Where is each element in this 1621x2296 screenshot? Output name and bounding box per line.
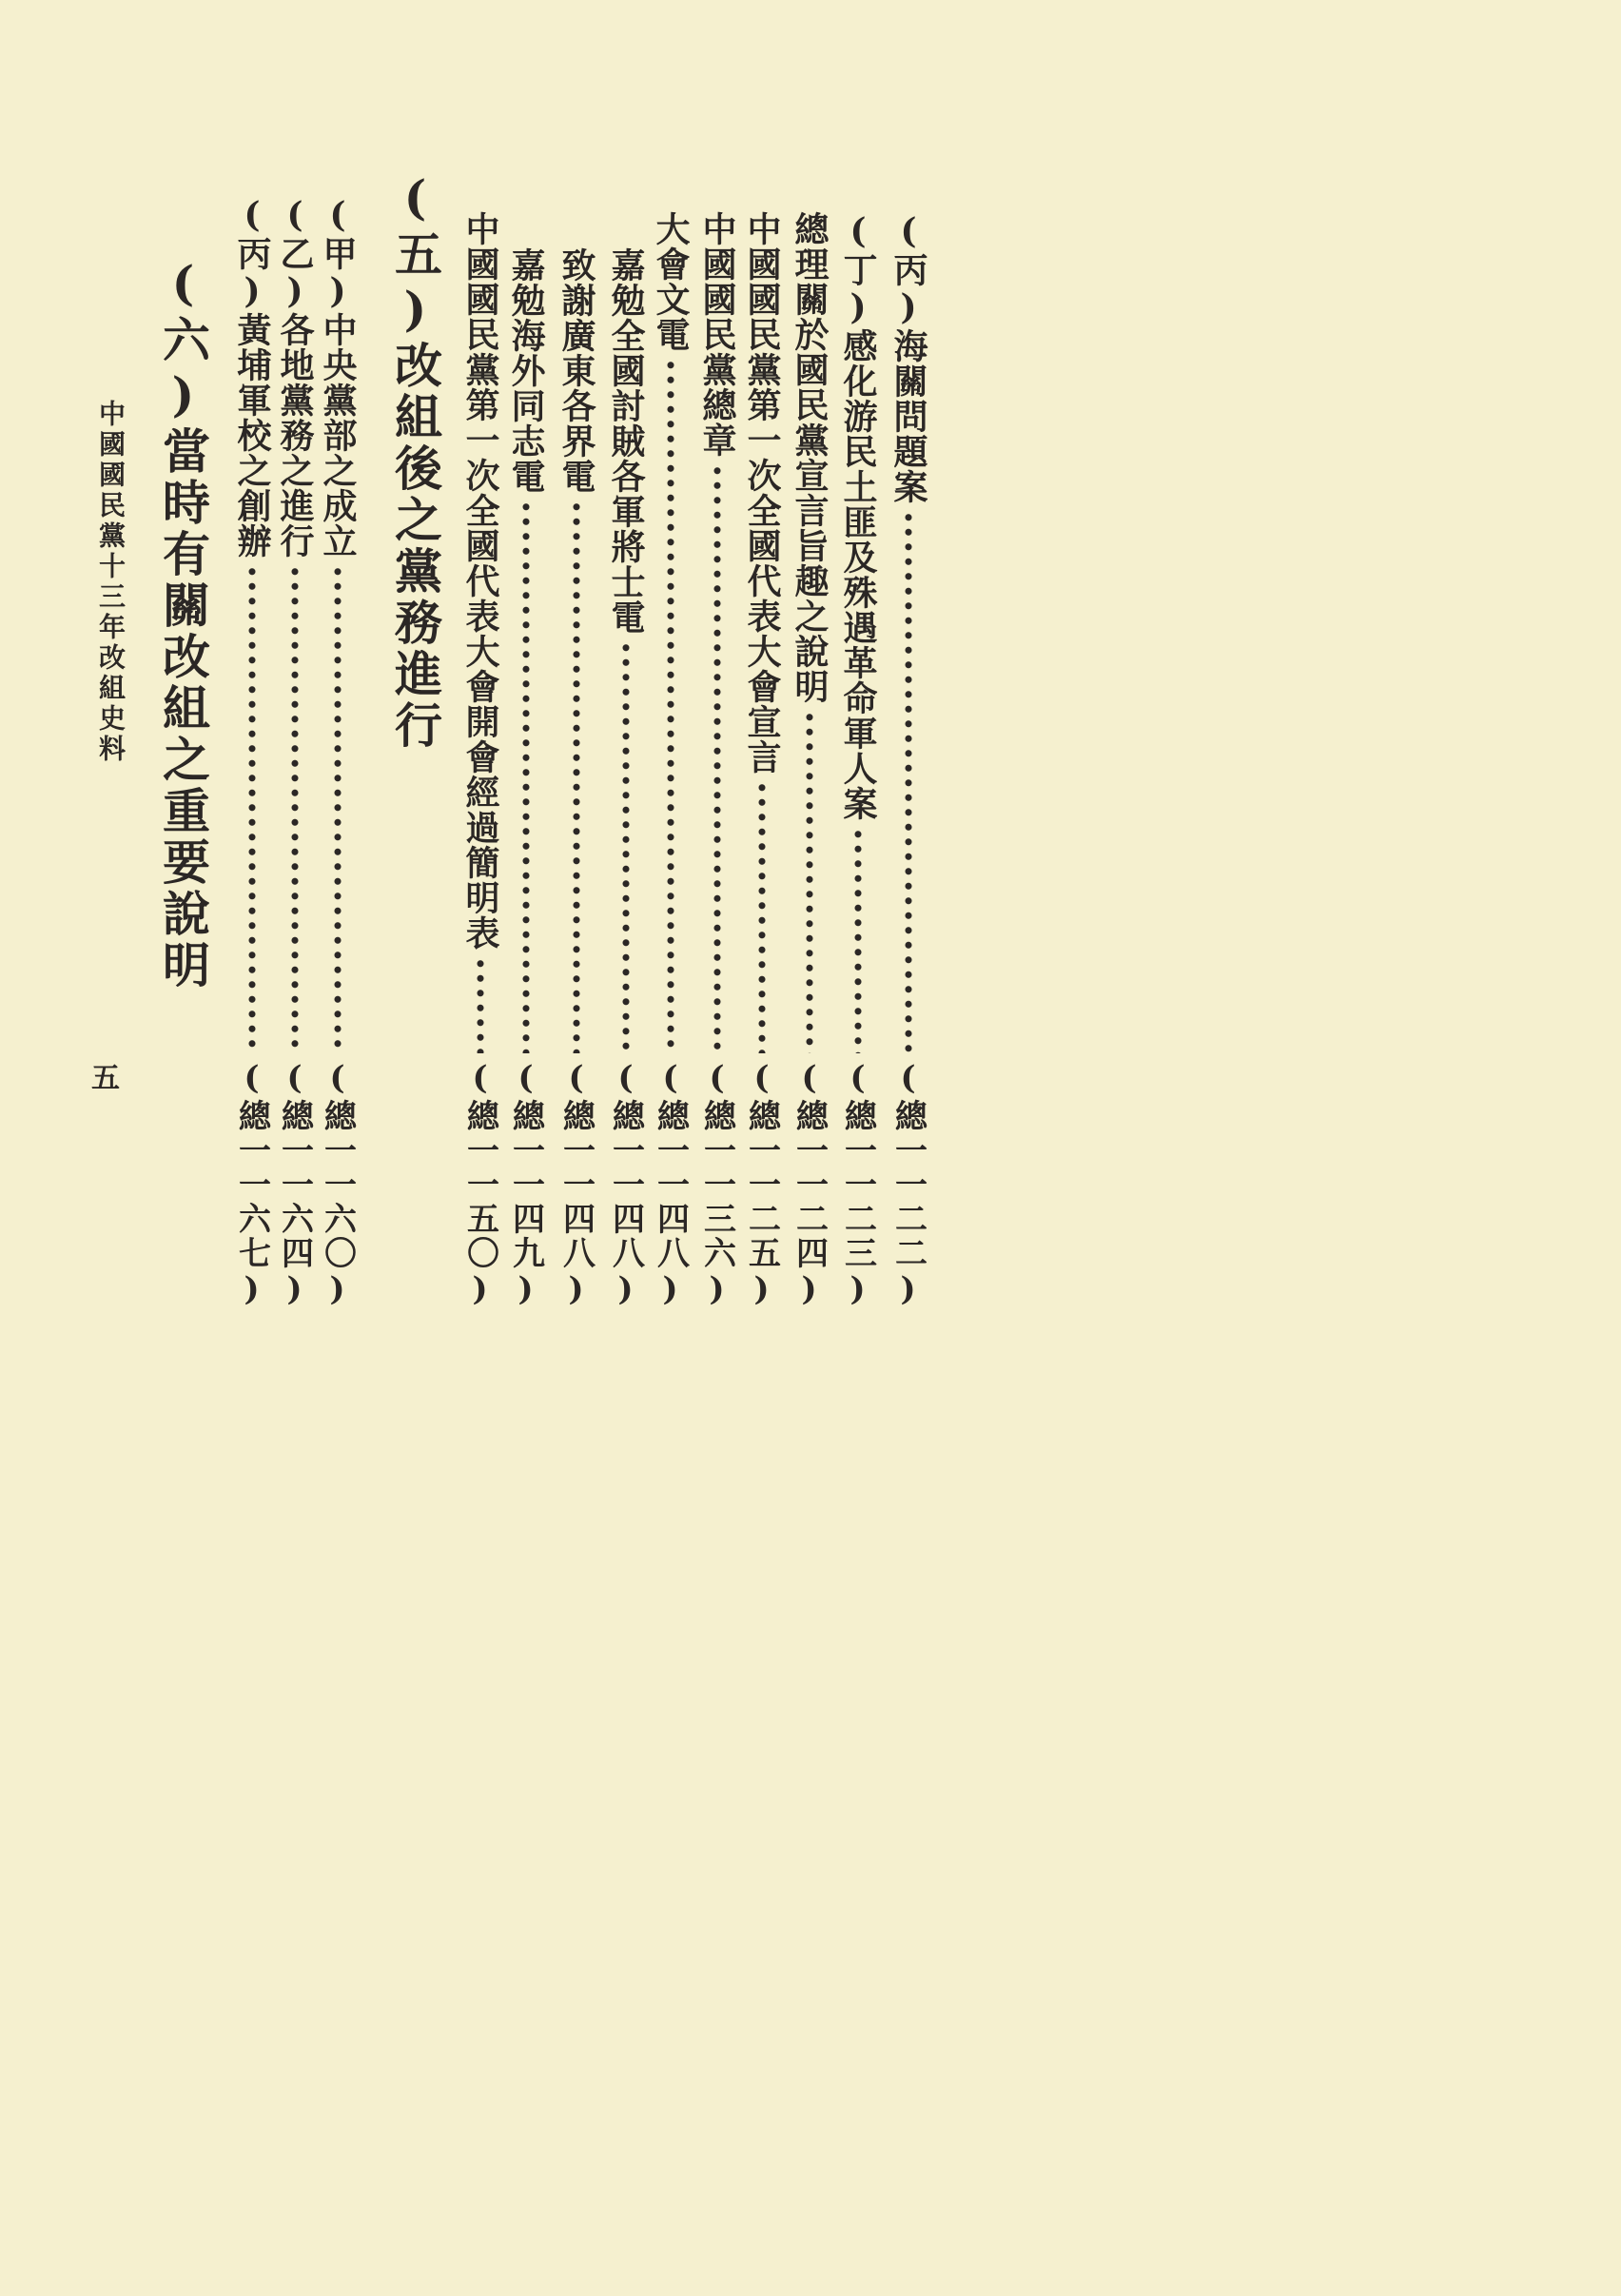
section-5-heading: (五)改組後之黨務進行 [387, 169, 443, 752]
entry-title: 中國國民黨第一次全國代表大會宣言 [742, 211, 782, 775]
entry-page: (總一一四八) [651, 1059, 690, 1310]
entry-title: 中國國民黨總章 [697, 211, 737, 458]
entry-page: (總一一四八) [557, 1059, 596, 1310]
entry-page: (總一一二四) [790, 1059, 829, 1310]
dot-leader [757, 780, 767, 1053]
entry-title: (丙)海關問題案 [889, 211, 928, 504]
dot-leader [476, 956, 485, 1053]
entry-page: (總一一四九) [506, 1059, 545, 1310]
entry-title: (甲)中央黨部之成立 [318, 195, 358, 559]
book-title: 中國國民黨十三年改組史料 [95, 400, 127, 765]
entry-title: 嘉勉海外同志電 [506, 247, 546, 494]
entry-page: (總一一六〇) [318, 1059, 357, 1310]
entry-title: (乙)各地黨務之進行 [275, 195, 315, 559]
entry-page: (總一一二三) [838, 1059, 877, 1310]
toc-entry [459, 211, 501, 1310]
entry-title: (丁)感化游民土匪及殊遇革命軍人案 [838, 211, 878, 821]
entry-page: (總一一二二) [889, 1059, 928, 1310]
dot-leader [521, 500, 531, 1053]
dot-leader [333, 564, 342, 1053]
toc-entry [605, 247, 647, 1310]
toc-entry [696, 211, 738, 1310]
entry-page: (總一一二五) [742, 1059, 781, 1310]
dot-leader [572, 500, 581, 1053]
entry-page: (總一一三六) [697, 1059, 736, 1310]
toc-entry [556, 247, 597, 1310]
entry-page: (總一一五〇) [460, 1059, 499, 1310]
entry-title: 致謝廣東各界電 [557, 247, 596, 494]
toc-entry [888, 211, 929, 1310]
toc-entry [274, 195, 316, 1310]
entry-title: 總理關於國民黨宣言旨趣之說明 [790, 211, 830, 704]
entry-title: 嘉勉全國討賊各軍將士電 [606, 247, 646, 635]
entry-page: (總一一六七) [232, 1059, 271, 1310]
page-number: 五 [91, 1062, 120, 1095]
dot-leader [713, 463, 722, 1053]
entry-title: (丙)黃埔軍校之創辦 [232, 195, 272, 559]
toc-entry [650, 211, 692, 1310]
entry-title: 大會文電 [651, 211, 691, 352]
dot-leader [290, 564, 300, 1053]
dot-leader [853, 827, 863, 1053]
toc-entry [789, 211, 830, 1310]
toc-entry [231, 195, 273, 1310]
dot-leader [621, 640, 631, 1053]
dot-leader [805, 710, 814, 1053]
dot-leader [904, 510, 913, 1053]
section-6-heading: (六)當時有關改組之重要說明 [155, 255, 211, 991]
toc-entry [317, 195, 359, 1310]
dot-leader [666, 358, 675, 1053]
toc-entry [505, 247, 547, 1310]
entry-title: 中國國民黨第一次全國代表大會開會經過簡明表 [460, 211, 500, 951]
dot-leader [247, 564, 257, 1053]
toc-entry [741, 211, 783, 1310]
entry-page: (總一一四八) [606, 1059, 645, 1310]
toc-entry [837, 211, 879, 1310]
entry-page: (總一一六四) [275, 1059, 314, 1310]
